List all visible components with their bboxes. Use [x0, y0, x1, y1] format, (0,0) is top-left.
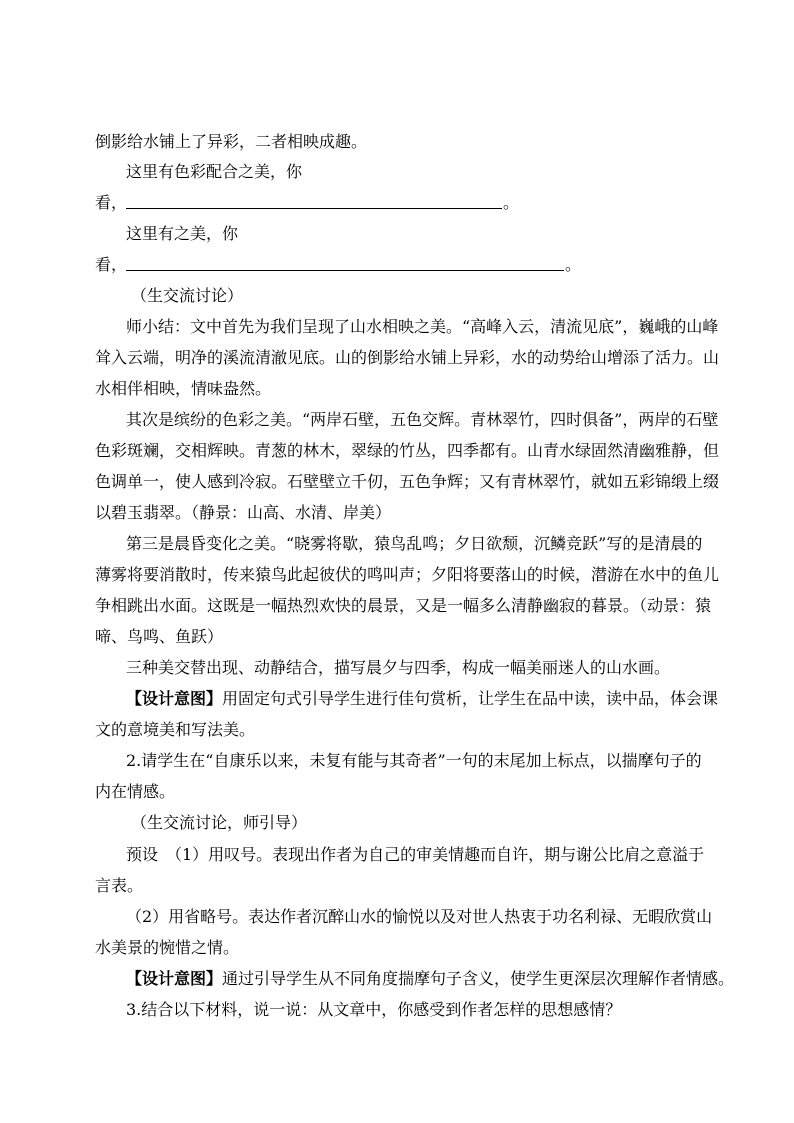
paragraph-line: 其次是缤纷的色彩之美。“两岸石壁，五色交辉。青林翠竹，四时俱备”，两岸的石壁 [126, 410, 719, 429]
paragraph-line: 言表。 [95, 876, 144, 895]
paragraph-line: 文的意境美和写法美。 [95, 720, 256, 739]
answer-blank-line [126, 208, 502, 209]
paragraph-line: （2）用省略号。表达作者沉醉山水的愉悦以及对世人热衷于功名利禄、无暇欣赏山 [126, 907, 713, 926]
paragraph-line: 2.请学生在“自康乐以来，未复有能与其奇者”一句的末尾加上标点，以揣摩句子的 [126, 751, 702, 770]
design-intent-line [126, 689, 718, 709]
paragraph-line: 第三是晨昏变化之美。“晓雾将歇，猿鸟乱鸣；夕日欲颓，沉鳞竞跃”写的是清晨的 [126, 534, 703, 553]
paragraph-line: 耸入云端，明净的溪流清澈见底。山的倒影给水铺上异彩，水的动势给山增添了活力。山 [95, 348, 720, 367]
paragraph-line: 师小结：文中首先为我们呈现了山水相映之美。“高峰入云，清流见底”，巍峨的山峰 [126, 317, 719, 336]
paragraph-line: 水相伴相映，情味盎然。 [95, 379, 272, 398]
paragraph-line: 预设 （1）用叹号。表现出作者为自己的审美情趣而自许，期与谢公比肩之意溢于 [126, 845, 705, 864]
paragraph-line: 以碧玉翡翠。（静景：山高、水清、岸美） [95, 503, 392, 522]
paragraph-line: 啼、鸟鸣、鱼跃） [95, 627, 224, 646]
paragraph-line: （生交流讨论） [131, 286, 244, 305]
paragraph-line: 薄雾将要消散时，传来猿鸟此起彼伏的鸣叫声；夕阳将要落山的时候，潜游在水中的鱼儿 [95, 565, 720, 584]
design-intent-line [126, 969, 734, 989]
design-intent-text: 用固定句式引导学生进行佳句赏析，让学生在品中读，读中品，体会课 [222, 689, 719, 708]
paragraph-line: 这里有之美，你 [126, 224, 239, 243]
paragraph-line: 。 [565, 255, 582, 274]
answer-blank-line [126, 270, 564, 271]
paragraph-line: 3.结合以下材料，说一说：从文章中，你感受到作者怎样的思想感情？ [126, 1000, 622, 1019]
design-intent-text: 通过引导学生从不同角度揣摩句子含义，使学生更深层次理解作者情感。 [222, 969, 735, 988]
paragraph-line: 色彩斑斓，交相辉映。青葱的林木，翠绿的竹丛，四季都有。山青水绿固然清幽雅静，但 [95, 441, 720, 460]
design-intent-label: 【设计意图】 [126, 689, 223, 708]
paragraph-line: 。 [503, 193, 520, 212]
paragraph-line: 看， [95, 255, 128, 274]
paragraph-line: 内在情感。 [95, 782, 176, 801]
paragraph-line: 三种美交替出现、动静结合，描写晨夕与四季，构成一幅美丽迷人的山水画。 [126, 658, 671, 677]
paragraph-line: 水美景的惋惜之情。 [95, 938, 240, 957]
paragraph-line: 争相跳出水面。这既是一幅热烈欢快的晨景，又是一幅多么清静幽寂的暮景。（动景：猿 [95, 596, 712, 615]
paragraph-line: 倒影给水铺上了异彩，二者相映成趣。 [95, 132, 368, 151]
paragraph-line: （生交流讨论，师引导） [131, 813, 308, 832]
paragraph-line: 这里有色彩配合之美，你 [126, 162, 303, 181]
paragraph-line: 色调单一，使人感到冷寂。石壁壁立千仞，五色争辉；又有青林翠竹，就如五彩锦缎上缀 [95, 472, 720, 491]
paragraph-line: 看， [95, 193, 128, 212]
design-intent-label: 【设计意图】 [126, 969, 223, 988]
